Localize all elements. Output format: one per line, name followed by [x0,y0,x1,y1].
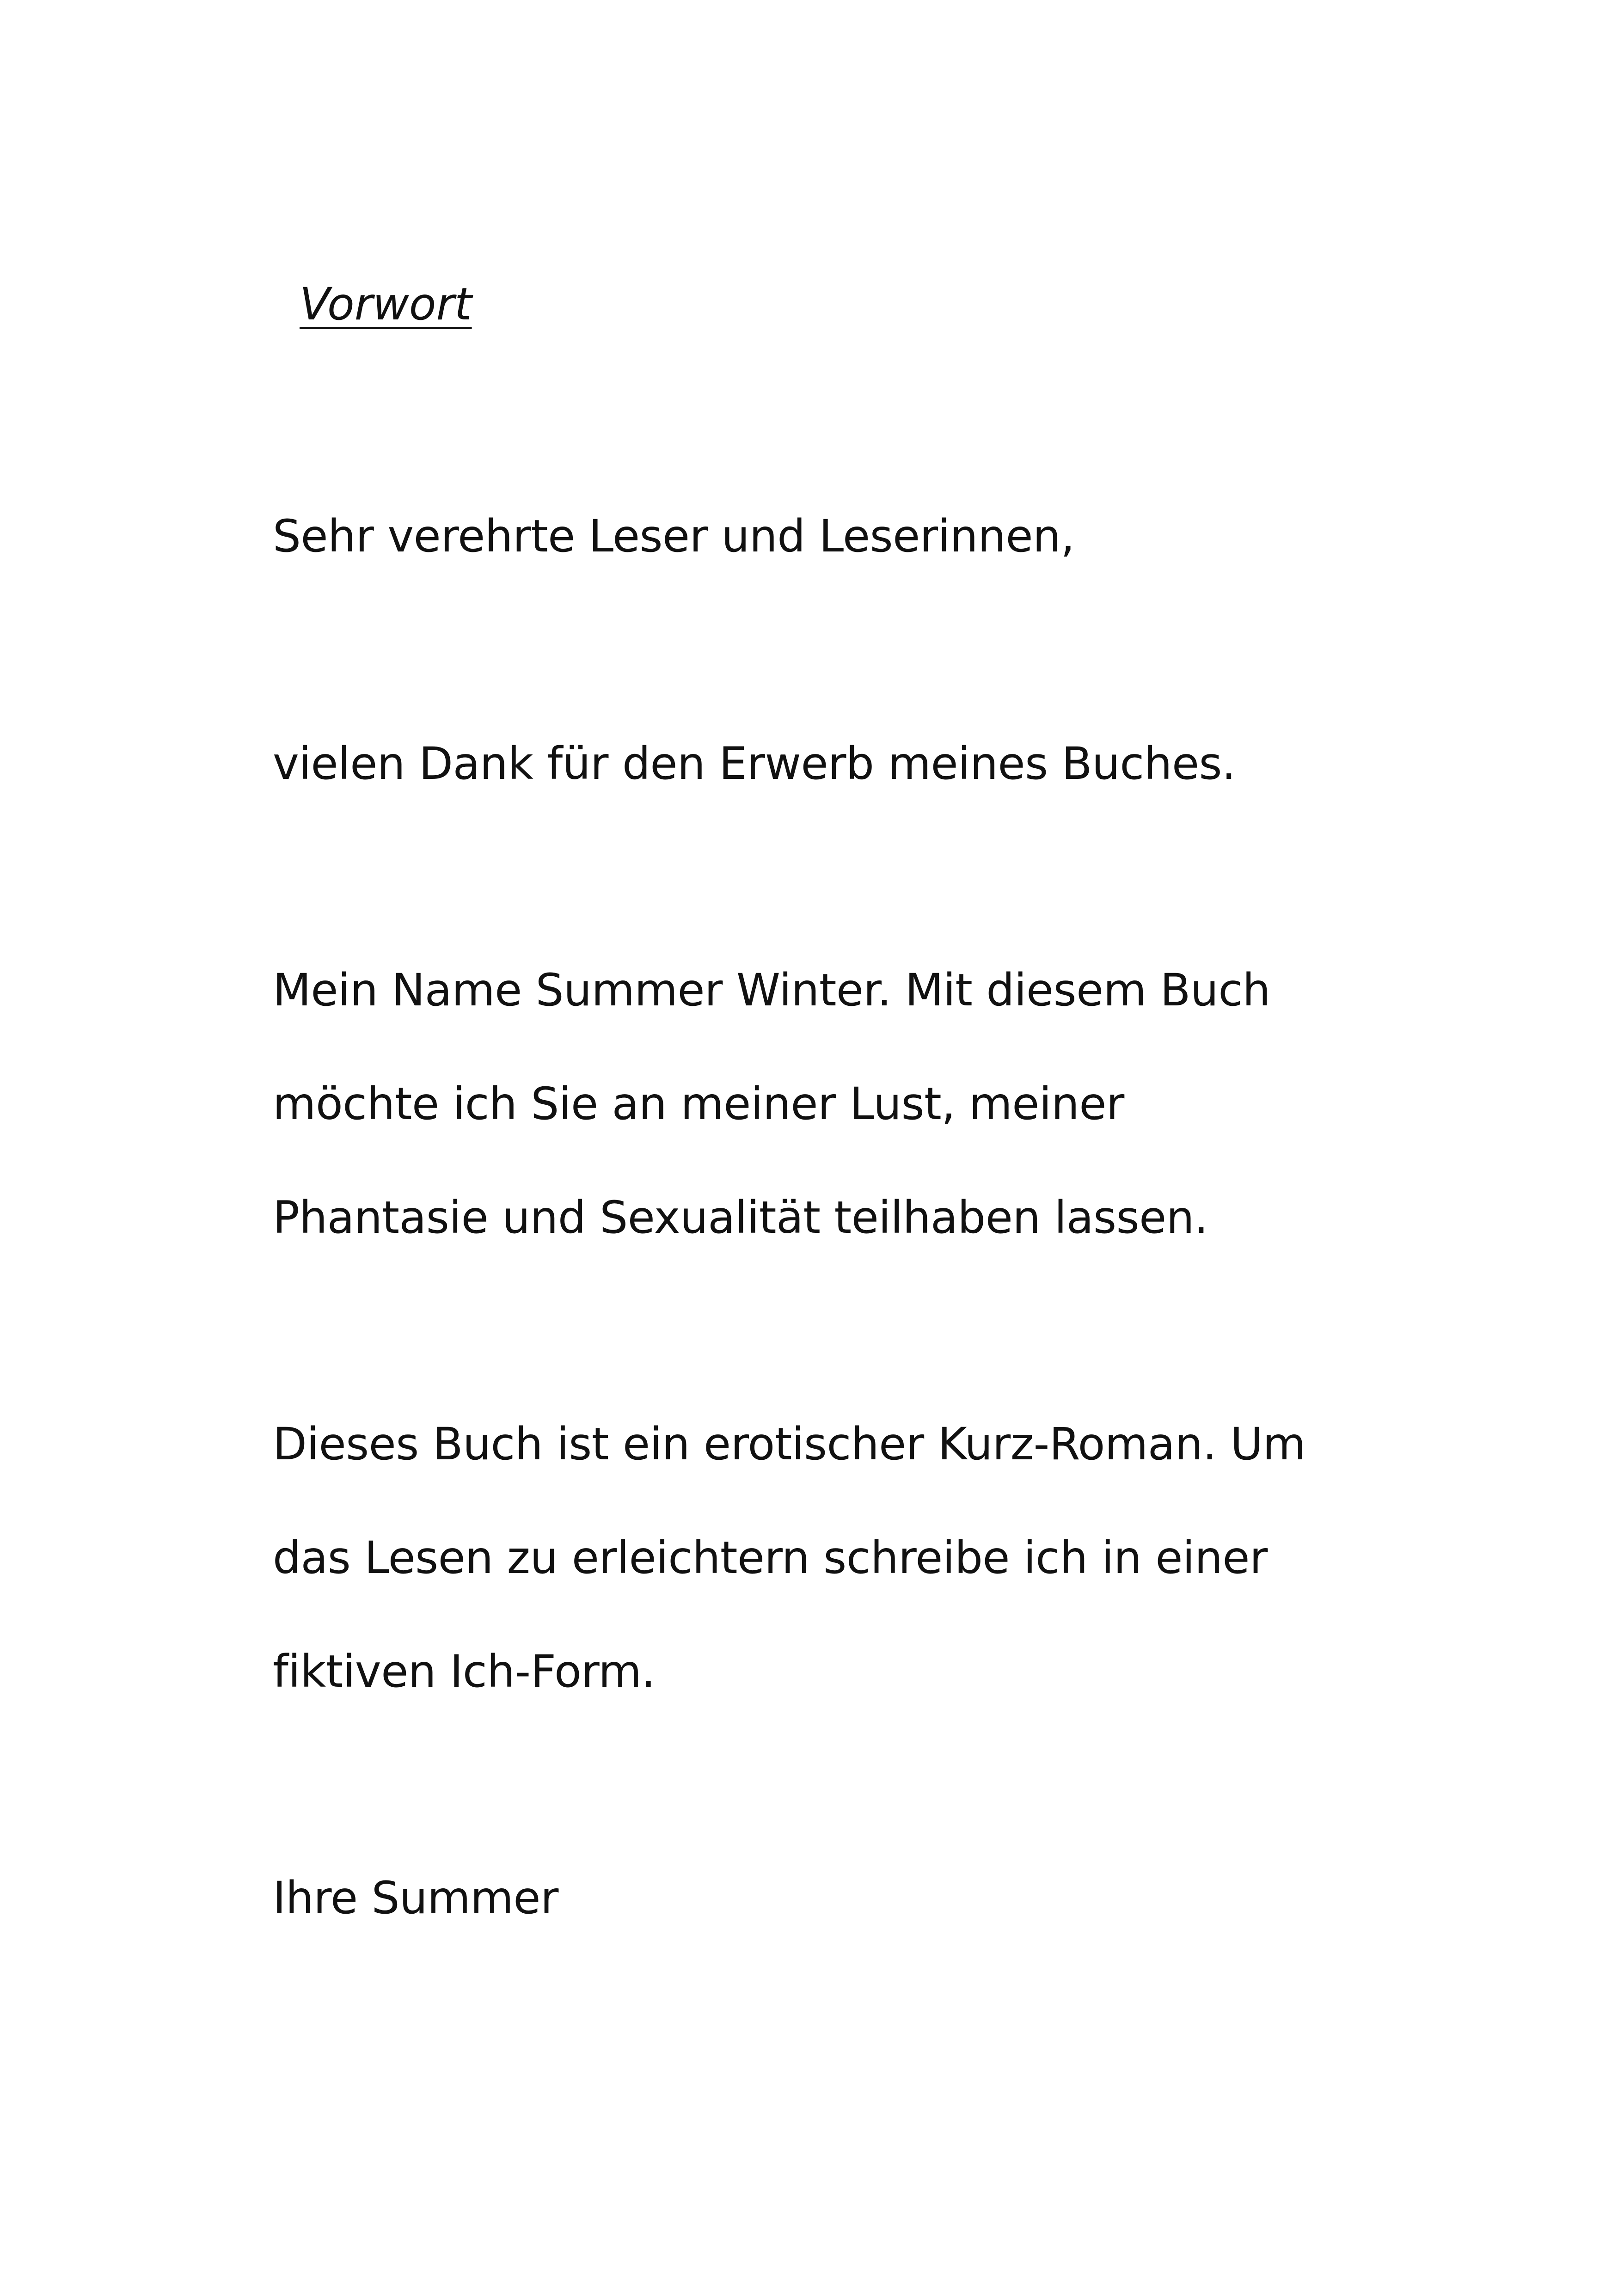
paragraph-line: Phantasie und Sexualität teilhaben lassen. [273,1192,1208,1243]
paragraph-line: möchte ich Sie an meiner Lust, meiner [273,1078,1124,1130]
paragraph-line: Mein Name Summer Winter. Mit diesem Buch [273,964,1270,1016]
paragraph-line: Dieses Buch ist ein erotischer Kurz-Roman. Um [273,1418,1306,1470]
paragraph-line: das Lesen zu erleichtern schreibe ich in einer [273,1532,1268,1584]
paragraph-line: fiktiven Ich-Form. [273,1646,656,1697]
page-title: Vorwort [300,278,472,330]
thanks-line: vielen Dank für den Erwerb meines Buches. [273,738,1236,790]
greeting-line: Sehr verehrte Leser und Leserinnen, [273,510,1075,562]
signature-line: Ihre Summer [273,1872,558,1924]
